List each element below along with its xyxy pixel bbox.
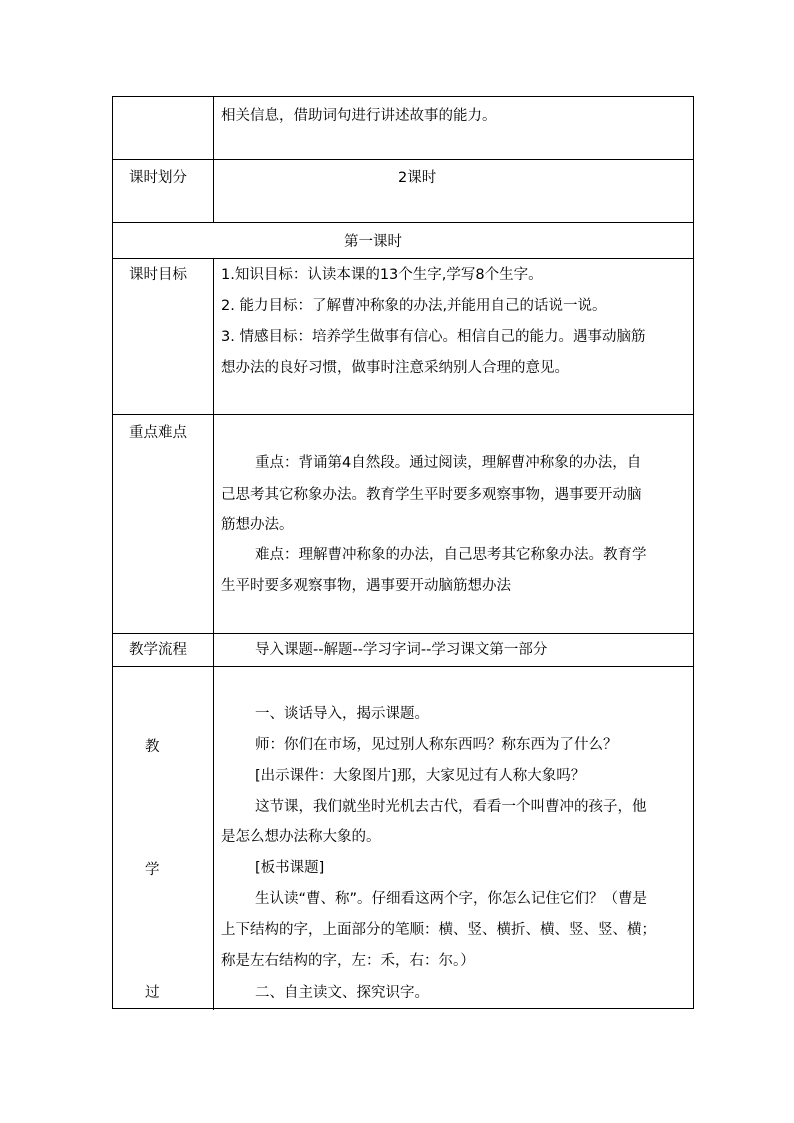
row7-line: 这节课，我们就坐时光机去古代，看看一个叫曹冲的孩子，他 — [255, 799, 647, 815]
row4-line: 想办法的良好习惯，做事时注意采纳别人合理的意见。 — [221, 360, 569, 376]
row5-line: 筋想办法。 — [221, 517, 294, 533]
column-divider — [213, 258, 214, 1010]
row7-line: 上下结构的字，上面部分的笔顺：横、竖、横折、横、竖、竖、横； — [221, 922, 656, 938]
row6-label: 教学流程 — [129, 642, 187, 658]
row7-line: 二、自主读文、探究识字。 — [255, 985, 429, 1001]
row-divider — [113, 258, 693, 259]
row2-label: 课时划分 — [129, 170, 187, 186]
row7-line: 称是左右结构的字，左：禾，右：尔。） — [221, 953, 475, 969]
row7-line: 生认读“曹、称”。仔细看这两个字，你怎么记住它们？（曹是 — [255, 891, 648, 907]
row-divider — [113, 633, 693, 634]
row7-line: 是怎么想办法称大象的。 — [221, 829, 381, 845]
row4-line: 1.知识目标：认读本课的13个生字,学写8个生字。 — [221, 267, 543, 283]
vertical-label-char: 学 — [145, 862, 160, 878]
row6-value: 导入课题--解题--学习字词--学习课文第一部分 — [255, 642, 548, 658]
row-divider — [113, 666, 693, 667]
row5-line: 己思考其它称象办法。教育学生平时要多观察事物，遇事要开动脑 — [221, 487, 642, 503]
row2-value: 2课时 — [398, 170, 437, 186]
row5-label: 重点难点 — [129, 425, 187, 441]
row5-line: 难点：理解曹冲称象的办法，自己思考其它称象办法。教育学 — [255, 547, 647, 563]
vertical-label-char: 教 — [145, 739, 160, 755]
row5-line: 重点：背诵第4自然段。通过阅读，理解曹冲称象的办法，自 — [255, 455, 642, 471]
row7-line: 师：你们在市场，见过别人称东西吗？称东西为了什么？ — [255, 737, 618, 753]
row4-line: 3. 情感目标：培养学生做事有信心。相信自己的能力。遇事动脑筋 — [221, 329, 646, 345]
row4-line: 2. 能力目标：了解曹冲称象的办法,并能用自己的话说一说。 — [221, 298, 607, 314]
row1-content-line: 相关信息，借助词句进行讲述故事的能力。 — [221, 108, 497, 124]
row7-line: [出示课件：大象图片]那，大家见过有人称大象吗？ — [255, 768, 586, 784]
column-divider — [213, 97, 214, 222]
row-divider — [113, 222, 693, 223]
lesson-plan-table — [112, 96, 694, 1009]
row-divider — [113, 414, 693, 415]
row7-line: [板书课题] — [255, 860, 325, 876]
vertical-label-char: 过 — [145, 985, 160, 1001]
row7-line: 一、谈话导入，揭示课题。 — [255, 706, 429, 722]
row5-line: 生平时要多观察事物，遇事要开动脑筋想办法 — [221, 578, 511, 594]
row4-label: 课时目标 — [129, 267, 187, 283]
row-divider — [113, 159, 693, 160]
section-title: 第一课时 — [344, 234, 402, 250]
